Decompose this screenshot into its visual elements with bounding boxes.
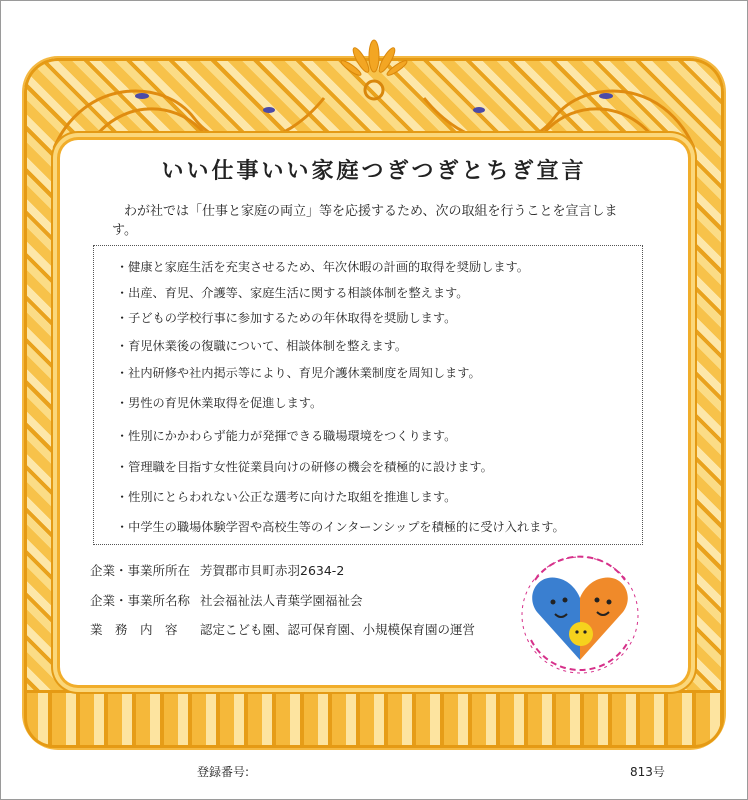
commitment-item: ・社内研修や社内掲示等により、育児介護休業制度を周知します。 [116, 366, 481, 380]
company-name-row [90, 591, 363, 609]
commitment-item: ・性別にとらわれない公正な選考に向けた取組を推進します。 [116, 490, 457, 504]
commitment-item: ・性別にかかわらず能力が発揮できる職場環境をつくります。 [116, 429, 457, 443]
business-label: 業 務 内 容 [90, 622, 178, 637]
intro-text: わが社では「仕事と家庭の両立」等を応援するため、次の取組を行うことを宣言します。 [112, 204, 618, 238]
commitment-item: ・健康と家庭生活を充実させるため、年次休暇の計画的取得を奨励します。 [116, 260, 529, 274]
commitment-item: ・出産、育児、介護等、家庭生活に関する相談体制を整えます。 [116, 286, 469, 300]
registration-label: 登録番号: [197, 765, 250, 779]
commitments-box [93, 245, 643, 545]
commitment-item: ・管理職を目指す女性従業員向けの研修の機会を積極的に設けます。 [116, 460, 493, 474]
commitment-item: ・子どもの学校行事に参加するための年休取得を奨励します。 [116, 311, 457, 325]
address-value: 芳賀郡市貝町赤羽2634-2 [200, 563, 345, 578]
fan-ornament-top [339, 38, 409, 108]
business-value: 認定こども園、認可保育園、小規模保育園の運営 [200, 622, 476, 637]
declaration-logo [515, 550, 645, 680]
address-label: 企業・事業所所在 [90, 563, 191, 578]
registration-number: 813号 [630, 765, 665, 779]
commitment-item: ・男性の育児休業取得を促進します。 [116, 396, 323, 410]
company-name-label: 企業・事業所名称 [90, 593, 191, 608]
commitment-item: ・中学生の職場体験学習や高校生等のインターンシップを積極的に受け入れます。 [116, 520, 565, 534]
company-name-value: 社会福祉法人青葉学園福祉会 [200, 593, 363, 608]
commitment-item: ・育児休業後の復職について、相談体制を整えます。 [116, 339, 408, 353]
certificate-title: いい仕事いい家庭つぎつぎとちぎ宣言 [161, 158, 587, 184]
address-row [90, 561, 344, 579]
business-row [90, 620, 475, 638]
